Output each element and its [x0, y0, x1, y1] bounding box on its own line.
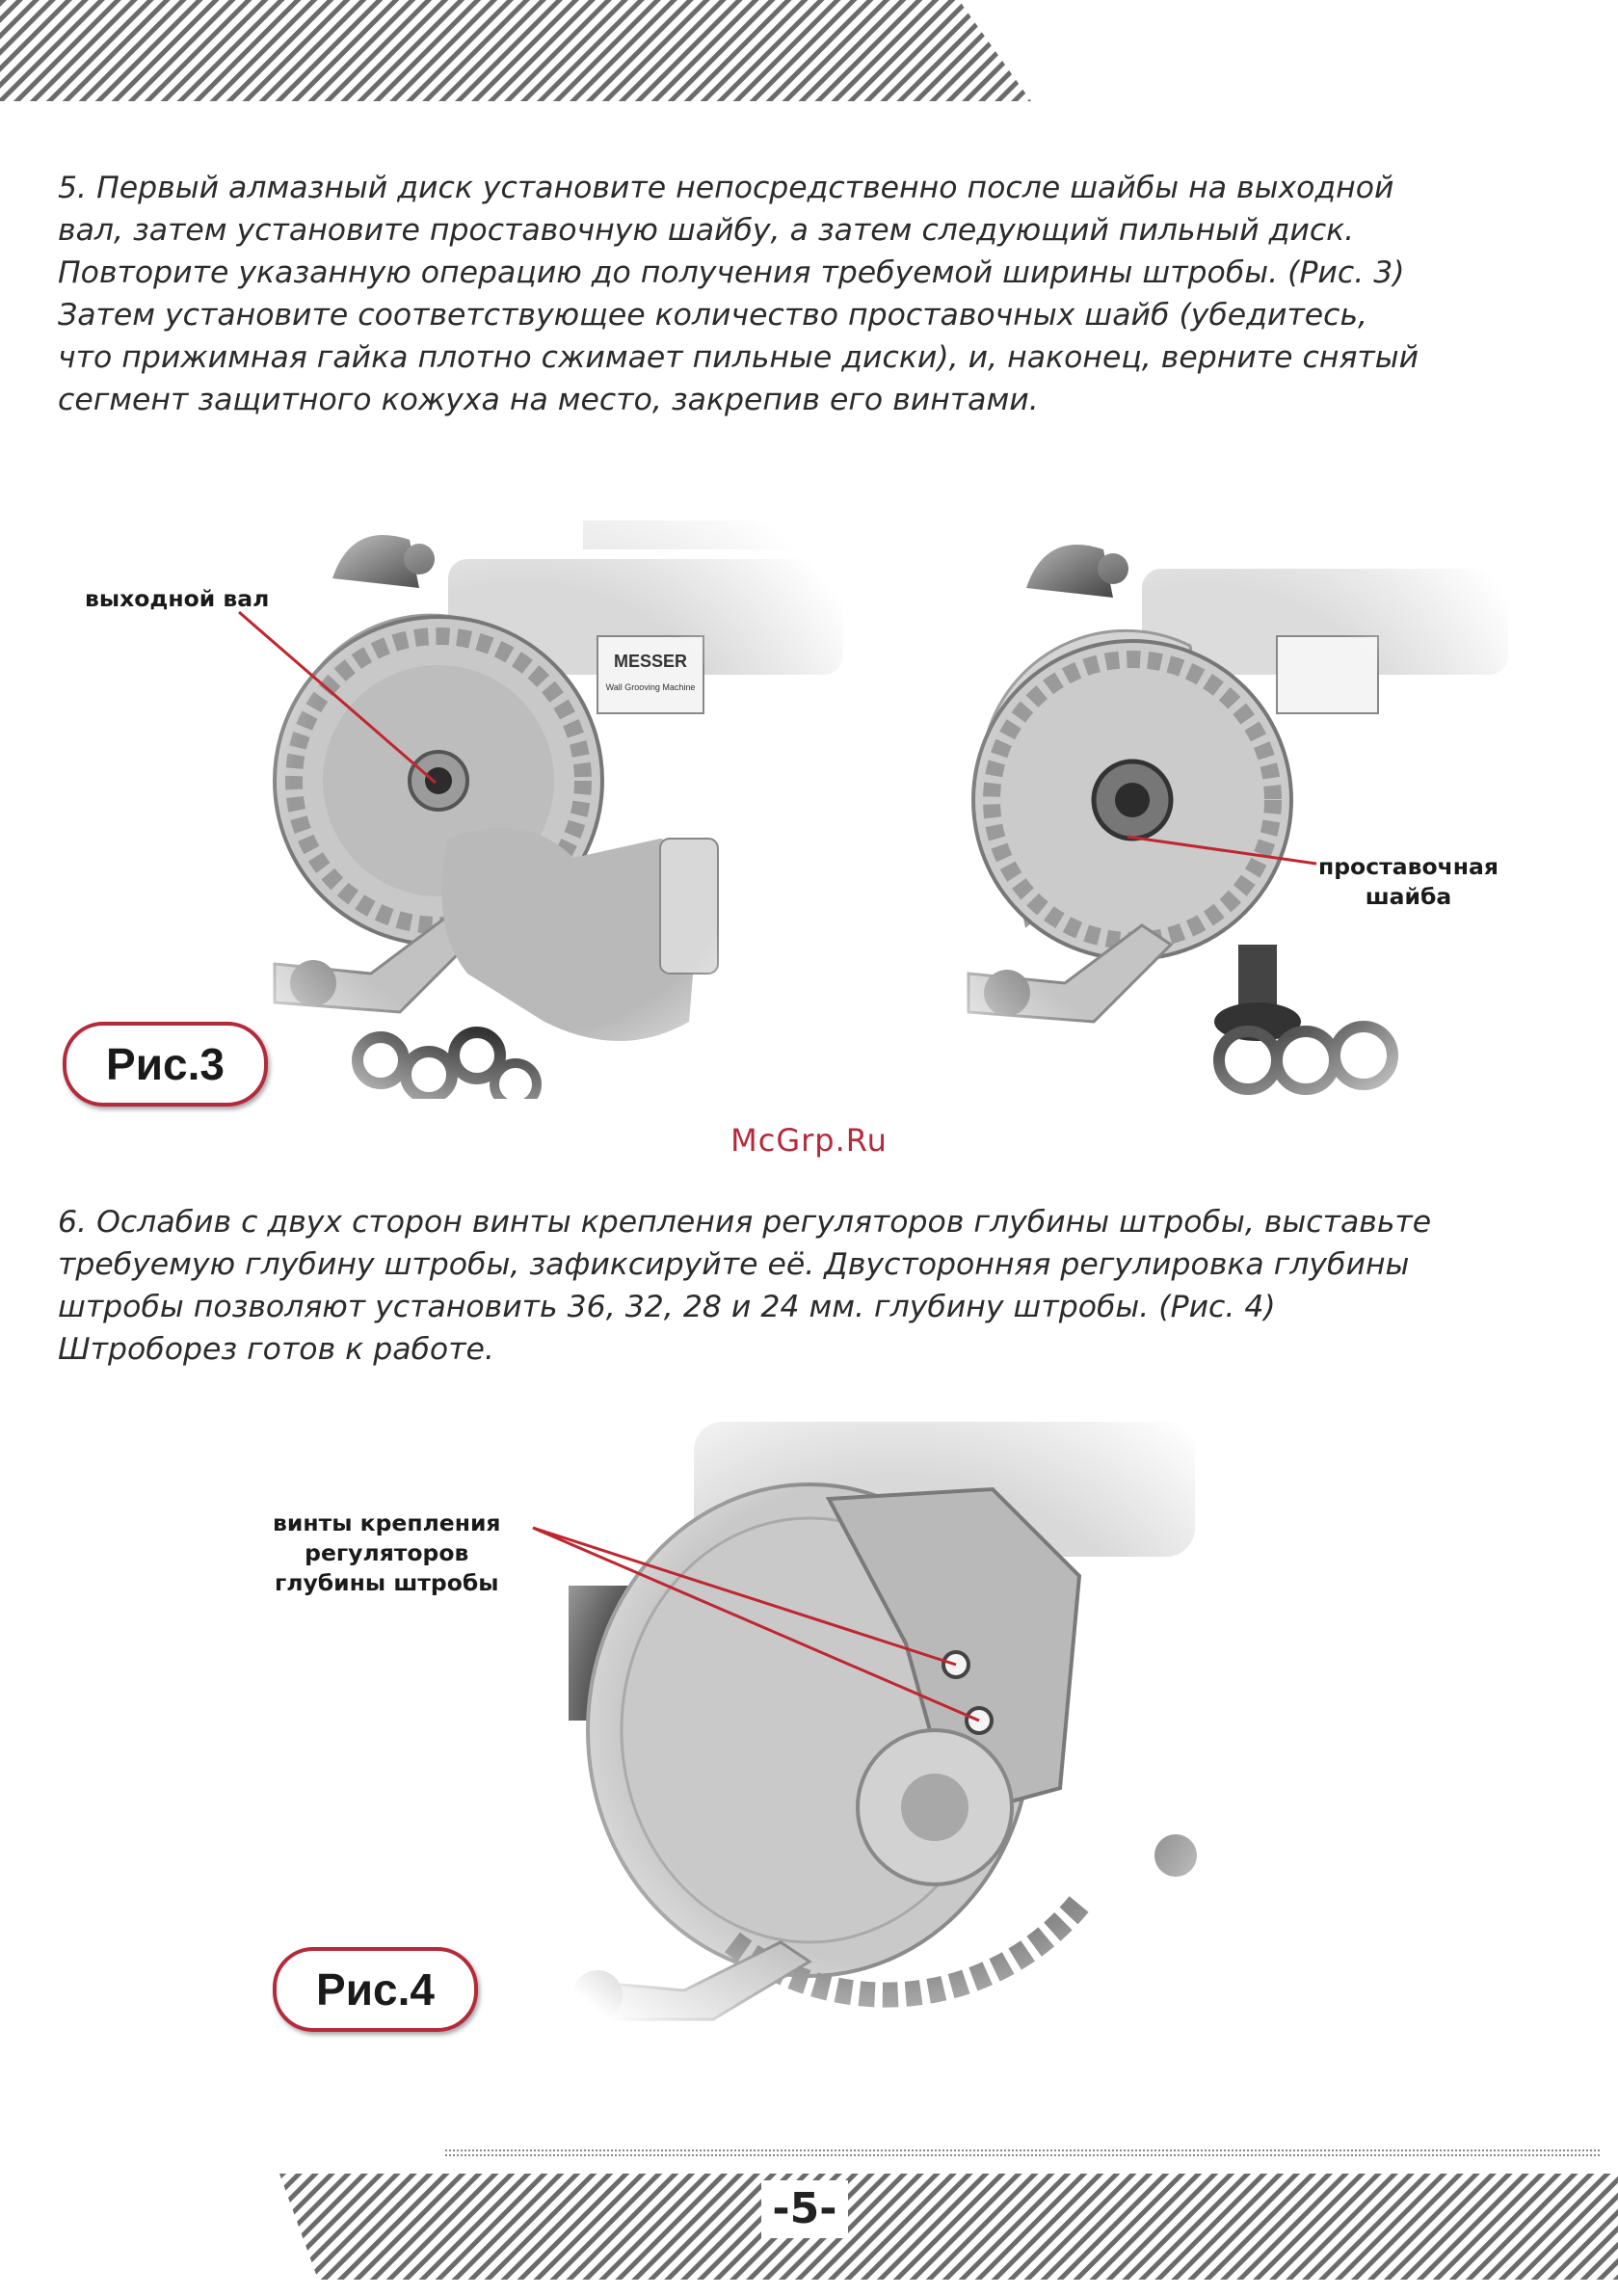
instruction-step-6: [58, 1201, 1431, 1371]
callout-line: шайба: [1365, 883, 1452, 910]
callout-line: проставочная: [1318, 853, 1499, 880]
figure3-label: Рис.3: [63, 1022, 268, 1107]
callout-line: винты крепления: [273, 1509, 501, 1536]
text-line: что прижимная гайка плотно сжимает пильные диски), и, наконец, верните снятый: [58, 340, 1419, 375]
text-line: Штроборез готов к работе.: [58, 1332, 494, 1367]
header-stripes: [0, 0, 1031, 101]
text-line: требуемую глубину штробы, зафиксируйте её. Двусторонняя регулировка глубины: [58, 1247, 1410, 1282]
callout-spacer-washer: [1318, 852, 1499, 912]
instruction-step-5: [58, 167, 1419, 421]
text-line: сегмент защитного кожуха на место, закрепив его винтами.: [58, 383, 1039, 417]
figure4-label: Рис.4: [273, 1947, 478, 2032]
text-line: вал, затем установите проставочную шайбу, а затем следующий пильный диск.: [58, 213, 1355, 248]
figure3-photo-spacer-washer: [949, 521, 1518, 1118]
text-line: Затем установите соответствующее количество проставочных шайб (убедитесь,: [58, 298, 1368, 333]
figure3-photo-output-shaft: [255, 521, 848, 1099]
text-line: Повторите указанную операцию до получения требуемой ширины штробы. (Рис. 3): [58, 255, 1405, 290]
callout-line: глубины штробы: [274, 1569, 499, 1596]
callout-line: регуляторов: [305, 1539, 469, 1566]
figure4-photo-depth-regulators: [540, 1402, 1253, 2039]
text-line: 6. Ослабив с двух сторон винты крепления регуляторов глубины штробы, выставьте: [58, 1205, 1432, 1240]
callout-output-shaft: выходной вал: [85, 585, 270, 612]
watermark: McGrp.Ru: [730, 1122, 888, 1159]
page-number: -5-: [761, 2180, 848, 2238]
text-line: штробы позволяют установить 36, 32, 28 и 24 мм. глубину штробы. (Рис. 4): [58, 1290, 1276, 1324]
text-line: 5. Первый алмазный диск установите непосредственно после шайбы на выходной: [58, 171, 1394, 205]
callout-depth-screws: [273, 1508, 501, 1598]
footer-dotted-rule: [445, 2149, 1602, 2157]
footer-stripes: [279, 2174, 1618, 2280]
